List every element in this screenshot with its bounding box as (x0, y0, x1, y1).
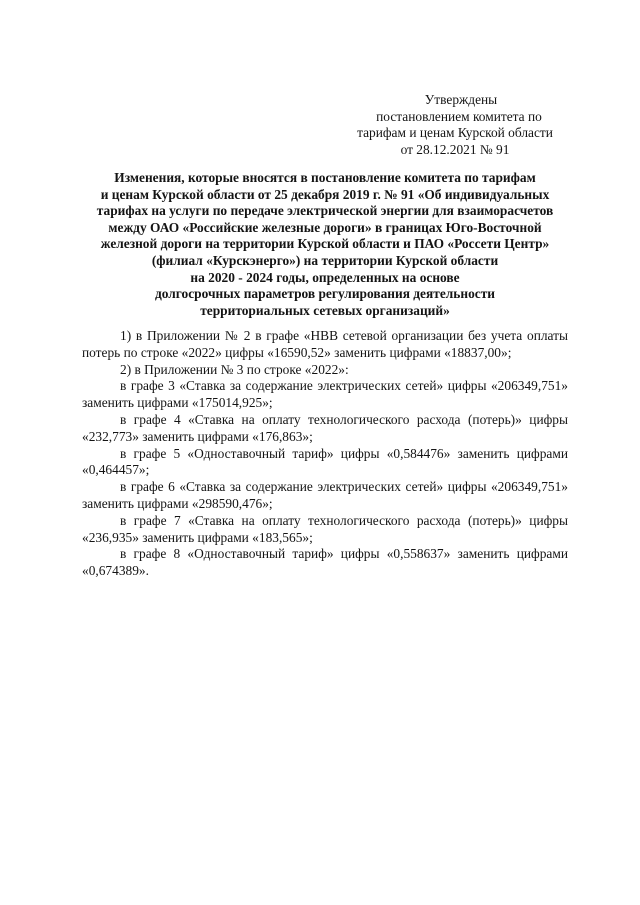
body-paragraph: в графе 6 «Ставка за содержание электрических сетей» цифры «206349,751» заменить цифрами «298590,476»; (82, 479, 568, 511)
title-line: Изменения, которые вносятся в постановление комитета по тарифам (114, 170, 536, 185)
approval-line: Утверждены (424, 92, 498, 107)
title-line: территориальных сетевых организаций» (200, 302, 450, 318)
body-paragraph: 2) в Приложении № 3 по строке «2022»: (120, 361, 349, 377)
body-paragraph: в графе 3 «Ставка за содержание электрических сетей» цифры «206349,751» заменить цифрами «175014,925»; (82, 378, 568, 411)
approval-line: тарифам и ценам Курской области (357, 125, 553, 140)
approval-line: постановлением комитета по (376, 108, 542, 124)
approval-stamp (340, 92, 570, 158)
body-paragraph: в графе 5 «Одноставочный тариф» цифры «0,584476» заменить цифрами «0,464457»; (82, 445, 568, 478)
title-line: долгосрочных параметров регулирования деятельности (154, 286, 496, 302)
title-line: на 2020 - 2024 годы, определенных на основе (190, 269, 460, 285)
body-paragraph: в графе 4 «Ставка на оплату технологического расхода (потерь)» цифры «232,773» заменить цифрами «176,863»; (82, 411, 568, 444)
title-line: и ценам Курской области от 25 декабря 2019 г. № 91 «Об индивидуальных (100, 186, 550, 202)
body-paragraph: 1) в Приложении № 2 в графе «НВВ сетевой организации без учета оплаты потерь по строке «2022» цифры «16590,52» заменить цифрами «18837,00»; (82, 328, 568, 360)
title-line: между ОАО «Российские железные дороги» в границах Юго-Восточной (108, 219, 542, 235)
title-line: (филиал «Курскэнерго») на территории Курской области (151, 252, 499, 268)
document-title (82, 170, 568, 319)
title-line: железной дороги на территории Курской области и ПАО «Россети Центр» (100, 236, 550, 252)
body-paragraph: в графе 7 «Ставка на оплату технологического расхода (потерь)» цифры «236,935» заменить цифрами «183,565»; (82, 512, 568, 545)
approval-line: от 28.12.2021 № 91 (400, 141, 510, 157)
title-line: тарифах на услуги по передаче электрической энергии для взаиморасчетов (96, 203, 554, 219)
body-paragraph: в графе 8 «Одноставочный тариф» цифры «0,558637» заменить цифрами «0,674389». (82, 546, 568, 579)
document-body (82, 328, 568, 580)
